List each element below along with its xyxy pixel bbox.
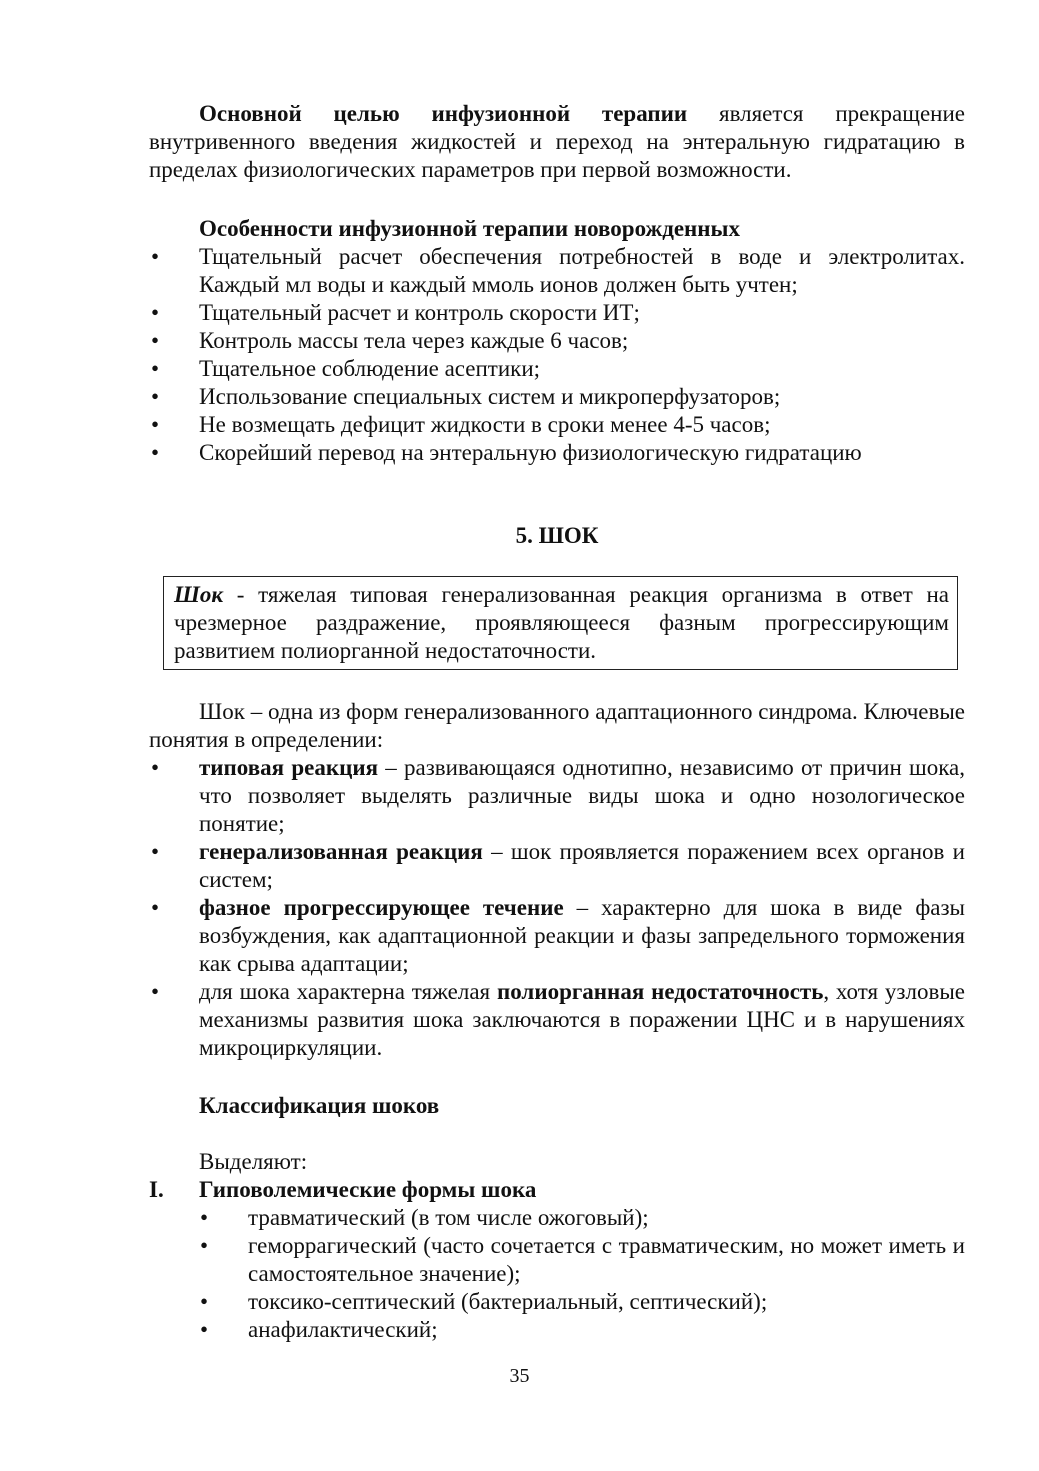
intro-text: является прекращение внутривенного введения жидкостей и переход на энтеральную гидратацию в пределах физиологических параметров при первой возможности. [149,101,965,182]
shock-types-list [199,1204,965,1344]
concept-text: – шок проявляется поражением всех органов и систем; [199,839,965,892]
page-number: 35 [509,1365,530,1387]
list-item-text: геморрагический (часто сочетается с травматическим, но может иметь и самостоятельное значение); [248,1233,965,1286]
concept-last-pre: для шока характерна тяжелая [199,979,497,1004]
list-item [149,838,965,894]
neonatal-list [149,243,965,467]
group-number: I. [149,1177,164,1202]
list-item-text: травматический (в том числе ожоговый); [248,1205,649,1230]
bullet-icon: • [151,328,160,353]
classification-intro: Выделяют: [199,1149,308,1174]
group-title: Гиповолемические формы шока [199,1177,537,1202]
bullet-icon: • [151,895,160,920]
bullet-icon: • [151,356,160,381]
list-item-text: Тщательный расчет обеспечения потребностей в воде и электролитах. Каждый мл воды и каждый ммоль ионов должен быть учтен; [199,244,965,297]
list-item [199,1232,965,1288]
list-item-text: Скорейший перевод на энтеральную физиологическую гидратацию [199,440,862,465]
definition-term: Шок [174,582,224,607]
bullet-icon: • [151,440,160,465]
bullet-icon: • [151,244,160,269]
intro-paragraph [149,100,965,184]
list-item [199,1316,965,1344]
list-item [149,383,965,411]
list-item [149,355,965,383]
list-item [149,411,965,439]
list-item-text: Тщательное соблюдение асептики; [199,356,541,381]
bullet-icon: • [151,300,160,325]
concept-text: – характерно для шока в виде фазы возбуждения, как адаптационной реакции и фазы запредельного торможения как срыва адаптации; [199,895,965,976]
definition-text: - тяжелая типовая генерализованная реакция организма в ответ на чрезмерное раздражение, проявляющееся фазным прогрессирующим развитием полиорганной недостаточности. [174,582,949,663]
bullet-icon: • [151,839,160,864]
list-item [149,894,965,978]
list-item [149,327,965,355]
list-item-text: Тщательный расчет и контроль скорости ИТ; [199,300,640,325]
concepts-intro: Шок – одна из форм генерализованного адаптационного синдрома. Ключевые понятия в определении: [149,699,965,752]
bullet-icon: • [200,1317,209,1342]
list-item-text: Контроль массы тела через каждые 6 часов; [199,328,629,353]
concept-term: генерализованная реакция [199,839,483,864]
list-item-text: анафилактический; [248,1317,438,1342]
definition-box [163,576,958,670]
list-item-text: токсико-септический (бактериальный, септический); [248,1289,768,1314]
list-item [149,978,965,1062]
list-item-text: Использование специальных систем и микроперфузаторов; [199,384,781,409]
concepts-list [149,754,965,1062]
bullet-icon: • [200,1205,209,1230]
bullet-icon: • [151,755,160,780]
list-item [199,1288,965,1316]
intro-bold: Основной целью инфузионной терапии [199,101,688,126]
list-item-text: Не возмещать дефицит жидкости в сроки менее 4-5 часов; [199,412,771,437]
list-item [149,754,965,838]
list-item [149,299,965,327]
bullet-icon: • [151,384,160,409]
section-title: 5. ШОК [515,523,599,548]
concept-last-bold: полиорганная недостаточность [496,979,824,1004]
concept-text: – развивающаяся однотипно, независимо от причин шока, что позволяет выделять различные виды шока и одно нозологическое понятие; [199,755,965,836]
bullet-icon: • [200,1289,209,1314]
list-item [149,439,965,467]
neonatal-heading: Особенности инфузионной терапии новорожденных [199,216,741,241]
bullet-icon: • [151,979,160,1004]
concept-term: типовая реакция [199,755,379,780]
bullet-icon: • [151,412,160,437]
concept-last-post: , хотя узловые механизмы развития шока заключаются в поражении ЦНС и в нарушениях микроциркуляции. [199,979,965,1060]
list-item [199,1204,965,1232]
concept-term: фазное прогрессирующее течение [199,895,564,920]
list-item [149,243,965,299]
bullet-icon: • [200,1233,209,1258]
classification-heading: Классификация шоков [199,1093,440,1118]
